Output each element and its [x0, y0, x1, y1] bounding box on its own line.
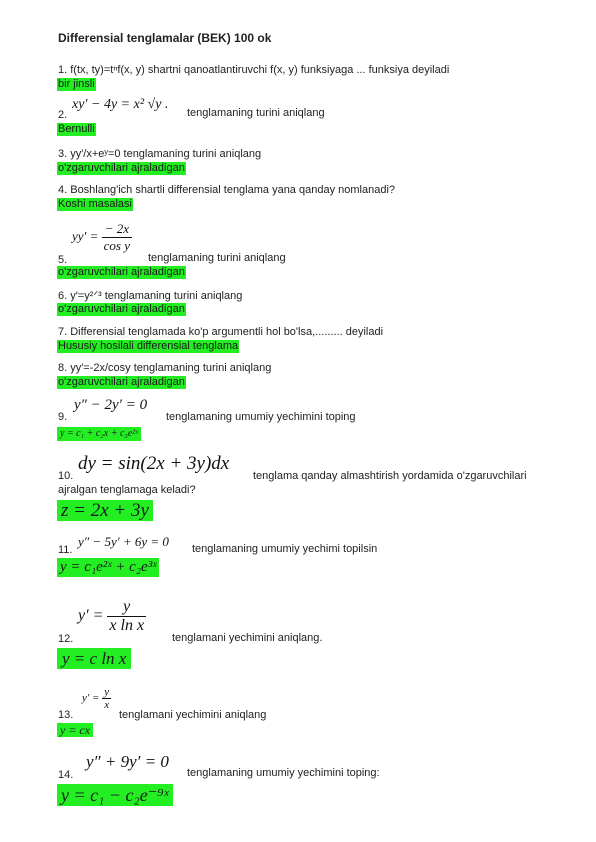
answer-2: Bernulli	[58, 123, 95, 135]
question-8: 8. yy′=-2x/cosy tenglamaning turini aniqlang	[58, 362, 272, 374]
question-11-number: 11.	[58, 544, 73, 556]
question-13-text: tenglamani yechimini aniqlang	[119, 709, 267, 721]
question-13-numerator: y	[104, 686, 110, 698]
question-12-numerator: y	[107, 598, 146, 617]
question-14-number: 14.	[58, 769, 74, 781]
question-13-denominator: x	[104, 699, 110, 711]
answer-14: y = c₁ − c₂e⁻⁹ˣ	[57, 784, 173, 806]
answer-4: Koshi masalasi	[58, 198, 132, 210]
question-10-text: tenglama qanday almashtirish yordamida o'zgaruvchilari	[253, 470, 527, 482]
answer-8: o'zgaruvchilari ajraladigan	[58, 376, 185, 388]
question-10-formula: dy = sin(2x + 3y)dx	[78, 453, 230, 474]
document-title: Differensial tenglamalar (BEK) 100 ok	[58, 31, 272, 45]
question-2-number: 2.	[58, 109, 68, 121]
question-7: 7. Differensial tenglamada ko'p argumentli hol bo'lsa,......... deyiladi	[58, 326, 384, 338]
question-14-formula: y″ + 9y′ = 0	[86, 752, 169, 771]
question-13-formula-lhs: y′ =	[82, 692, 100, 705]
answer-1: bir jinsli	[58, 78, 95, 90]
question-12-fraction	[107, 598, 146, 635]
answer-11: y = c₁e²ˣ + c₂e³ˣ	[57, 558, 159, 577]
answer-5: o'zgaruvchilari ajraladigan	[58, 266, 185, 278]
question-13-fraction	[102, 686, 111, 711]
answer-6: o'zgaruvchilari ajraladigan	[58, 303, 185, 315]
answer-7: Hususiy hosilali differensial tenglama	[58, 340, 239, 352]
question-14-text: tenglamaning umumiy yechimini toping:	[187, 767, 380, 779]
question-5-fraction	[102, 221, 132, 254]
question-10-text-continued: ajralgan tenglamaga keladi?	[58, 484, 196, 496]
question-13-number: 13.	[58, 709, 74, 721]
question-11-formula: y″ − 5y′ + 6y = 0	[78, 534, 169, 549]
question-5-number: 5.	[58, 254, 68, 266]
question-2-text: tenglamaning turini aniqlang	[187, 107, 325, 119]
answer-3: o'zgaruvchilari ajraladigan	[58, 162, 185, 174]
question-5-formula-lhs: yy′ =	[72, 228, 99, 244]
question-10-number: 10.	[58, 470, 74, 482]
question-9-formula: y″ − 2y′ = 0	[74, 397, 148, 413]
question-5-numerator: − 2x	[102, 221, 132, 238]
question-9-text: tenglamaning umumiy yechimini toping	[166, 411, 356, 423]
answer-13: y = cx	[57, 723, 93, 737]
answer-12: y = c ln x	[57, 648, 131, 669]
question-1: 1. f(tx, ty)=tⁿf(x, y) shartni qanoatlantiruvchi f(x, y) funksiyaga ... funksiya deyiladi	[58, 64, 450, 76]
question-2-formula: xy′ − 4y = x² √y .	[72, 97, 169, 112]
question-6: 6. y′=y²ᐟ³ tenglamaning turini aniqlang	[58, 290, 243, 302]
question-5-text: tenglamaning turini aniqlang	[148, 252, 286, 264]
question-12-formula-lhs: y′ =	[78, 607, 104, 625]
answer-9: y = c₁ + c₂x + c₃e²ˣ	[57, 427, 141, 441]
question-5-formula	[72, 221, 132, 254]
question-5-denominator: cos y	[103, 238, 131, 253]
question-13-formula	[82, 686, 111, 711]
question-12-text: tenglamani yechimini aniqlang.	[172, 632, 323, 644]
question-12-number: 12.	[58, 633, 74, 645]
question-12-formula	[78, 598, 146, 635]
question-12-denominator: x ln x	[109, 617, 145, 634]
question-4: 4. Boshlang'ich shartli differensial tenglama yana qanday nomlanadi?	[58, 184, 396, 196]
answer-10: z = 2x + 3y	[57, 500, 153, 521]
question-11-text: tenglamaning umumiy yechimi topilsin	[192, 543, 378, 555]
question-9-number: 9.	[58, 411, 68, 423]
question-3: 3. yy′/x+eʸ=0 tenglamaning turini aniqlang	[58, 148, 262, 160]
